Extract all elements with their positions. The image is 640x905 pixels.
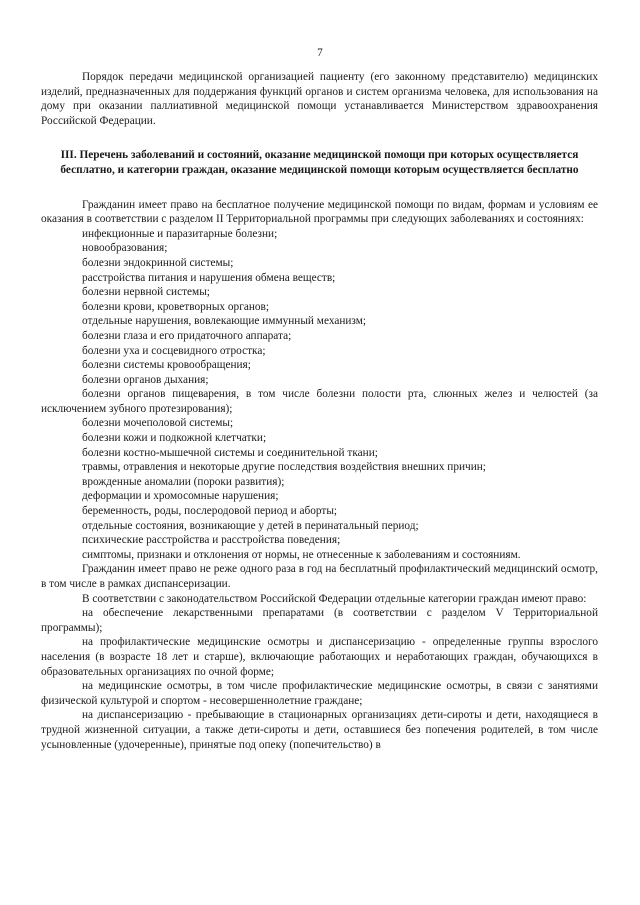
- condition-item: болезни глаза и его придаточного аппарата;: [82, 329, 292, 342]
- condition-item: болезни органов дыхания;: [82, 373, 209, 386]
- condition-item: инфекционные и паразитарные болезни;: [82, 227, 278, 240]
- condition-item: психические расстройства и расстройства поведения;: [82, 534, 341, 547]
- intro-paragraph: Порядок передачи медицинской организацией пациенту (его законному представителю) медицинских изделий, предназначенных для поддержания функций органов и систем организма человека, для использования на дому при оказании паллиативной медицинской помощи устанавливается Министерством здравоохранения Российской Федерации.: [41, 71, 598, 127]
- condition-item: врожденные аномалии (пороки развития);: [82, 475, 285, 488]
- condition-item: болезни мочеполовой системы;: [82, 417, 234, 430]
- condition-item: болезни нервной системы;: [82, 286, 210, 299]
- category-item: на медицинские осмотры, в том числе профилактические медицинские осмотры, в связи с занятиями физической культурой и спортом - несовершеннолетние граждане;: [41, 680, 598, 707]
- condition-item: отдельные состояния, возникающие у детей в перинатальный период;: [82, 519, 419, 532]
- categories-list: [41, 606, 598, 752]
- section-intro-paragraph: Гражданин имеет право на бесплатное получение медицинской помощи по видам, формам и условиям ее оказания в соответствии с разделом II Территориальной программы при следующих заболеваниях и состояниях:: [41, 198, 598, 226]
- condition-item: болезни эндокринной системы;: [82, 256, 234, 269]
- category-item: на диспансеризацию - пребывающие в стационарных организациях дети-сироты и дети, находящиеся в трудной жизненной ситуации, а также дети-сироты и дети, оставшиеся без попечения родителей, в том числе усыновленные (удочеренные), принятые под опеку (попечительство) в: [41, 709, 598, 751]
- category-item: на профилактические медицинские осмотры и диспансеризацию - определенные группы взрослого населения (в возрасте 18 лет и старше), включающие работающих и неработающих граждан, обучающихся в образовательных организациях по очной форме;: [41, 636, 598, 678]
- condition-item: расстройства питания и нарушения обмена веществ;: [82, 271, 336, 284]
- checkup-paragraph: Гражданин имеет право не реже одного раза в год на бесплатный профилактический медицинский осмотр, в том числе в рамках диспансеризации.: [41, 563, 598, 590]
- category-item: на обеспечение лекарственными препаратами (в соответствии с разделом V Территориальной программы);: [41, 607, 598, 634]
- page-number: 7: [317, 47, 323, 59]
- condition-item: болезни органов пищеварения, в том числе болезни полости рта, слюнных желез и челюстей (за исключением зубного протезирования);: [41, 388, 598, 415]
- condition-item: отдельные нарушения, вовлекающие иммунный механизм;: [82, 315, 367, 328]
- condition-item: травмы, отравления и некоторые другие последствия воздействия внешних причин;: [82, 461, 486, 474]
- conditions-list: [41, 227, 598, 563]
- categories-intro-paragraph: В соответствии с законодательством Российской Федерации отдельные категории граждан имеют право:: [82, 592, 587, 605]
- condition-item: болезни костно-мышечной системы и соединительной ткани;: [82, 446, 378, 459]
- condition-item: беременность, роды, послеродовой период и аборты;: [82, 505, 338, 518]
- condition-item: болезни уха и сосцевидного отростка;: [82, 344, 266, 357]
- condition-item: симптомы, признаки и отклонения от нормы, не отнесенные к заболеваниям и состояниям.: [82, 548, 521, 561]
- document-body: [41, 70, 598, 752]
- condition-item: новообразования;: [82, 242, 168, 255]
- section-heading: III. Перечень заболеваний и состояний, оказание медицинской помощи при которых осуществляется бесплатно, и категории граждан, оказание медицинской помощи которым осуществляется бесплатно: [60, 149, 579, 176]
- condition-item: болезни крови, кроветворных органов;: [82, 300, 270, 313]
- condition-item: болезни системы кровообращения;: [82, 359, 251, 372]
- condition-item: болезни кожи и подкожной клетчатки;: [82, 432, 267, 445]
- condition-item: деформации и хромосомные нарушения;: [82, 490, 279, 503]
